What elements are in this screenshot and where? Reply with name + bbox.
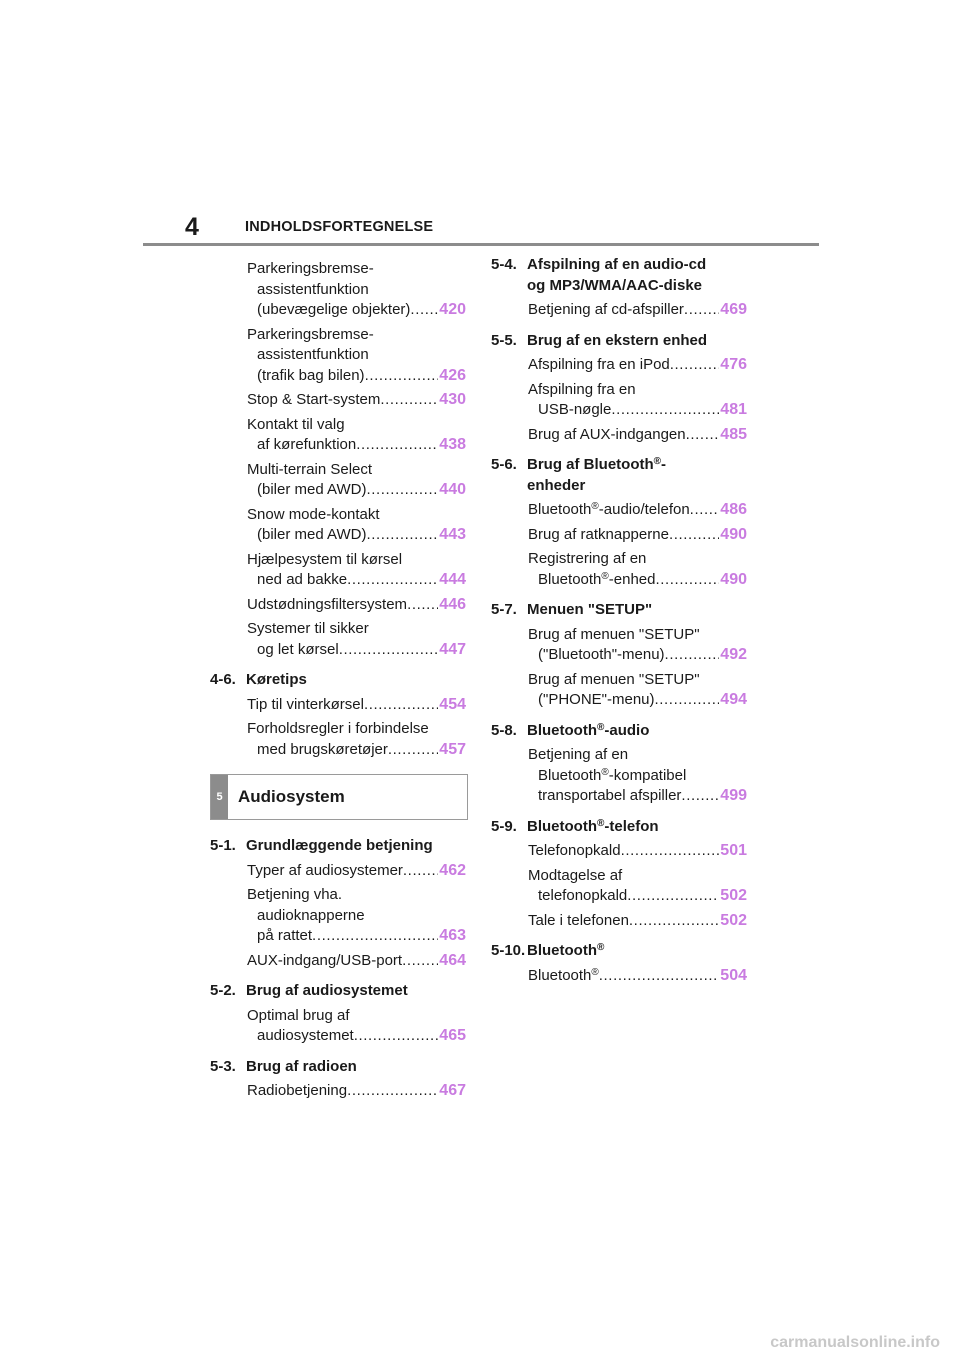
page-ref[interactable]: 426 [439,366,466,384]
section-number: 5-3. [210,1057,236,1075]
entry-text: audiosystemet [257,1027,354,1044]
toc-entries-44-45 [210,259,466,660]
page-ref[interactable]: 502 [720,911,747,929]
entry-text: Typer af audiosystemer [247,861,403,879]
section-number: 5-1. [210,837,236,854]
entry-text: Brug af menuen "SETUP" [528,670,700,688]
entry-text: Brug af menuen "SETUP" [528,625,700,643]
page-ref[interactable]: 440 [439,481,466,498]
toc-section[interactable] [210,1057,466,1078]
section-number: 5-2. [210,982,236,999]
section-number: 5-4. [491,256,517,273]
entry-text: (biler med AWD) [257,526,367,543]
section-title: Bluetooth®-telefon [527,817,659,835]
toc-entry[interactable] [210,550,466,591]
toc-entry[interactable] [210,719,466,760]
page-ref[interactable]: 469 [720,301,747,318]
entry-text: Forholdsregler i forbindelse [247,720,429,737]
toc-entry[interactable] [491,300,747,321]
toc-entry[interactable] [210,951,466,972]
toc-sections-5-1-to-5-3 [210,836,466,1102]
entry-text: Registrering af en [528,550,647,567]
section-title: Menuen "SETUP" [527,601,653,618]
section-title: Brug af radioen [246,1057,357,1075]
page-number: 4 [185,213,199,241]
entry-text: Udstødningsfiltersystem [247,595,408,613]
entry-text: AUX-indgang/USB-port [247,951,403,969]
entry-text: Telefonopkald [528,842,621,859]
section-title: Brug af audiosystemet [246,982,408,999]
entry-text: (ubevægelige objekter) [257,301,411,318]
page-ref[interactable]: 463 [439,927,466,944]
section-number: 5-10. [491,942,526,959]
page-ref[interactable]: 481 [720,401,747,418]
entry-text: ned ad bakke [257,571,348,588]
page-ref[interactable]: 492 [720,646,747,663]
entry-text: Bluetooth®-kompatibel [538,766,687,784]
page-ref[interactable]: 464 [439,951,466,969]
entry-text: på rattet [257,927,313,944]
entry-text: Afspilning fra en iPod [528,356,670,373]
entry-text: assistentfunktion [257,280,369,298]
toc-entries-4-6 [210,695,466,761]
entry-text: Brug af ratknapperne [528,525,669,543]
entry-text: Modtagelse af [528,866,623,884]
page-ref[interactable]: 467 [439,1082,466,1099]
entry-text: Kontakt til valg [247,415,345,433]
section-title: Køretips [246,671,307,688]
page-ref[interactable]: 444 [439,571,466,588]
page-ref[interactable]: 454 [439,695,466,713]
toc-section-5-7[interactable] [491,600,747,621]
toc-entry[interactable] [491,966,747,987]
section-title: Bluetooth® [527,942,605,959]
entry-text: ("PHONE"-menu) [538,691,655,708]
page-ref[interactable]: 446 [439,595,466,613]
toc-entry[interactable] [210,885,466,947]
toc-left-column [210,255,466,1102]
page-ref[interactable]: 430 [439,391,466,408]
watermark: carmanualsonline.info [770,1334,940,1351]
entry-text: Bluetooth®-enhed [538,570,656,588]
toc-entry[interactable] [491,745,747,807]
chapter-number: 5 [211,775,228,819]
toc-entry[interactable] [210,861,466,882]
entry-text: Betjening af cd-afspiller [528,301,684,318]
entry-text: af kørefunktion [257,436,357,453]
entry-text: (trafik bag bilen) [257,366,365,384]
section-number: 5-5. [491,331,517,349]
entry-text: Bluetooth®-audio/telefon [528,501,690,518]
section-number: 5-8. [491,721,517,739]
entry-text: telefonopkald [538,887,628,904]
toc-entry[interactable] [491,525,747,546]
page-ref[interactable]: 447 [439,640,466,658]
entry-text: (biler med AWD) [257,481,367,498]
page-header-title: INDHOLDSFORTEGNELSE [245,219,434,235]
entry-text: Betjening af en [528,746,629,763]
toc-entry[interactable] [491,380,747,421]
toc-section-5-8[interactable] [491,721,747,742]
section-title: Afspilning af en audio-cd og MP3/WMA/AAC-diske [527,256,707,294]
toc-entry[interactable] [491,500,747,521]
toc-entry[interactable] [210,460,466,501]
toc-section[interactable] [210,836,466,857]
page-ref[interactable]: 465 [439,1027,466,1044]
toc-entry[interactable] [210,1006,466,1047]
entry-text: Snow mode-kontakt [247,505,380,523]
chapter-box[interactable] [210,774,468,820]
page-ref[interactable]: 457 [439,740,466,758]
section-number: 4-6. [210,671,236,688]
toc-entry[interactable] [210,259,466,321]
toc-section-5-6[interactable] [491,455,747,496]
entry-text: Parkeringsbremse- [247,325,374,343]
entry-text: Brug af AUX-indgangen [528,425,686,443]
toc-section-5-9[interactable] [491,817,747,838]
toc-entry[interactable] [210,595,466,616]
toc-entry[interactable] [210,619,466,660]
entry-text: Afspilning fra en [528,380,636,398]
page-ref[interactable]: 494 [720,691,747,708]
entry-text: Betjening vha. [247,886,343,903]
page-ref[interactable]: 443 [439,526,466,543]
entry-text: Stop & Start-system [247,391,381,408]
toc-entry[interactable] [210,325,466,387]
page-ref[interactable]: 501 [720,842,747,859]
toc-entry[interactable] [491,911,747,932]
page-ref[interactable]: 504 [720,966,747,984]
page-ref[interactable]: 485 [720,425,747,443]
page-ref[interactable]: 476 [720,356,747,373]
entry-text: Optimal brug af [247,1006,350,1024]
toc-entry[interactable] [210,415,466,456]
toc-entry[interactable] [210,505,466,546]
entry-text: og let kørsel [257,640,339,658]
toc-section[interactable] [210,981,466,1002]
entry-text: Tale i telefonen [528,911,629,929]
page-ref[interactable]: 502 [720,887,747,904]
toc-entry[interactable] [491,425,747,446]
entry-text: Bluetooth® [528,966,599,984]
page-ref[interactable]: 438 [439,436,466,453]
entry-text: med brugskøretøjer [257,740,388,758]
toc-entry[interactable] [491,355,747,376]
page-ref[interactable]: 462 [439,861,466,879]
toc-right-column [491,255,747,986]
entry-text: ("Bluetooth"-menu) [538,646,665,663]
toc-entry[interactable] [210,695,466,716]
section-number: 5-9. [491,817,517,835]
toc-section-5-4[interactable] [491,255,747,296]
toc-entry[interactable] [491,549,747,590]
page-ref[interactable]: 490 [720,525,747,543]
toc-entry[interactable] [210,1081,466,1102]
entry-text: Multi-terrain Select [247,460,373,478]
entry-text: Systemer til sikker [247,620,369,637]
toc-entry[interactable] [491,841,747,862]
toc-entry[interactable] [491,866,747,907]
toc-entry[interactable] [491,625,747,666]
section-title: Brug af en ekstern enhed [527,331,708,349]
page-ref[interactable]: 420 [439,301,466,318]
toc-entry[interactable] [210,390,466,411]
page-ref[interactable]: 486 [720,501,747,518]
entry-text: USB-nøgle [538,401,612,418]
toc-section-5-5[interactable] [491,331,747,352]
section-title: Brug af Bluetooth®- enheder [527,456,667,494]
section-title: Bluetooth®-audio [527,721,650,739]
entry-text: transportabel afspiller [538,787,682,804]
entry-text: Parkeringsbremse- [247,260,374,277]
page-ref[interactable]: 499 [720,787,747,804]
section-title: Grundlæggende betjening [246,837,433,854]
chapter-title: Audiosystem [238,787,345,806]
entry-text: assistentfunktion [257,346,369,363]
entry-text: audioknapperne [257,906,365,924]
entry-text: Radiobetjening [247,1082,348,1099]
toc-entry[interactable] [491,670,747,711]
section-number: 5-6. [491,456,517,473]
page-ref[interactable]: 490 [720,570,747,588]
toc-section-4-6[interactable] [210,670,466,691]
header-rule [143,243,819,246]
section-number: 5-7. [491,601,517,618]
toc-section-5-10[interactable] [491,941,747,962]
entry-text: Hjælpesystem til kørsel [247,550,403,568]
entry-text: Tip til vinterkørsel [247,695,364,713]
